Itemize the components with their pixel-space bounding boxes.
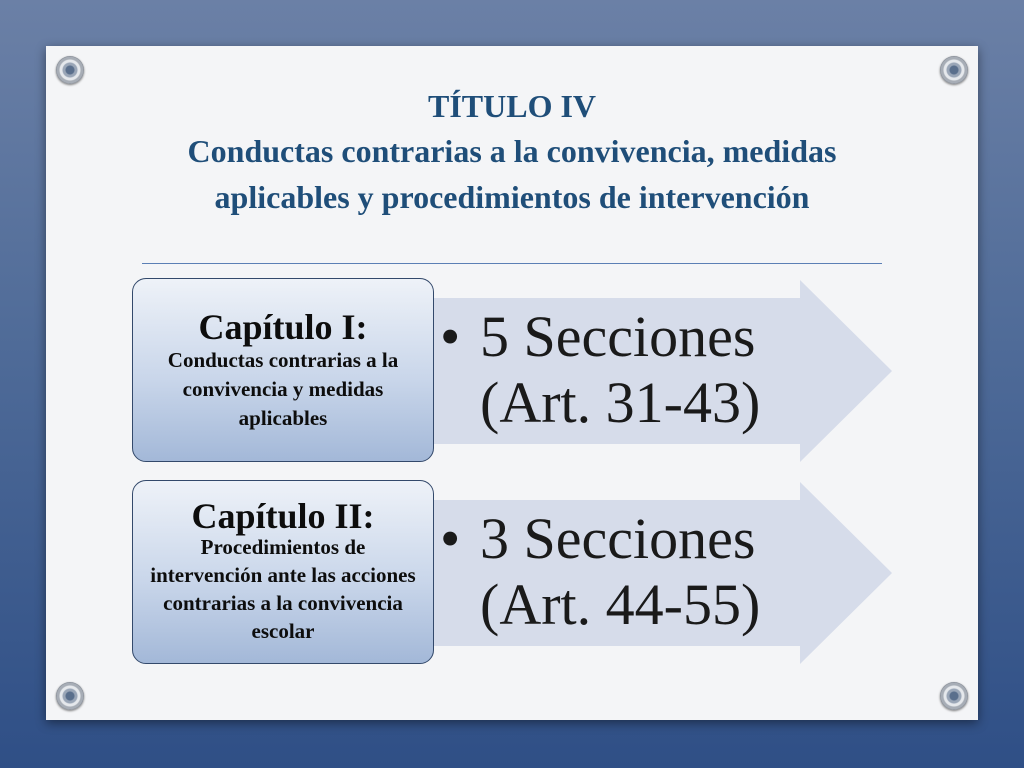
slide-board xyxy=(46,46,978,720)
chapter-1-sections: 5 Secciones xyxy=(480,304,756,369)
bullet-icon: • xyxy=(440,506,461,571)
chapter-2-description: Procedimientos de intervención ante las acciones contrarias a la convivencia escolar xyxy=(150,535,416,643)
title-heading: TÍTULO IV xyxy=(427,88,597,124)
chapter-2-bullet xyxy=(440,506,800,638)
chapter-1-box xyxy=(132,278,434,462)
chapter-2-sections: 3 Secciones xyxy=(480,506,756,571)
title-subheading: Conductas contrarias a la convivencia, medidas aplicables y procedimientos de intervención xyxy=(187,133,837,215)
chapter-1-articles: (Art. 31-43) xyxy=(480,370,761,435)
chapter-1-bullet xyxy=(440,304,800,436)
chapter-2-articles: (Art. 44-55) xyxy=(480,572,761,637)
bullet-icon: • xyxy=(440,304,461,369)
chapter-1-description: Conductas contrarias a la convivencia y medidas aplicables xyxy=(167,347,399,430)
chapter-1-heading: Capítulo I: xyxy=(198,306,368,347)
chapter-2-box xyxy=(132,480,434,664)
chapter-2-heading: Capítulo II: xyxy=(191,496,375,536)
